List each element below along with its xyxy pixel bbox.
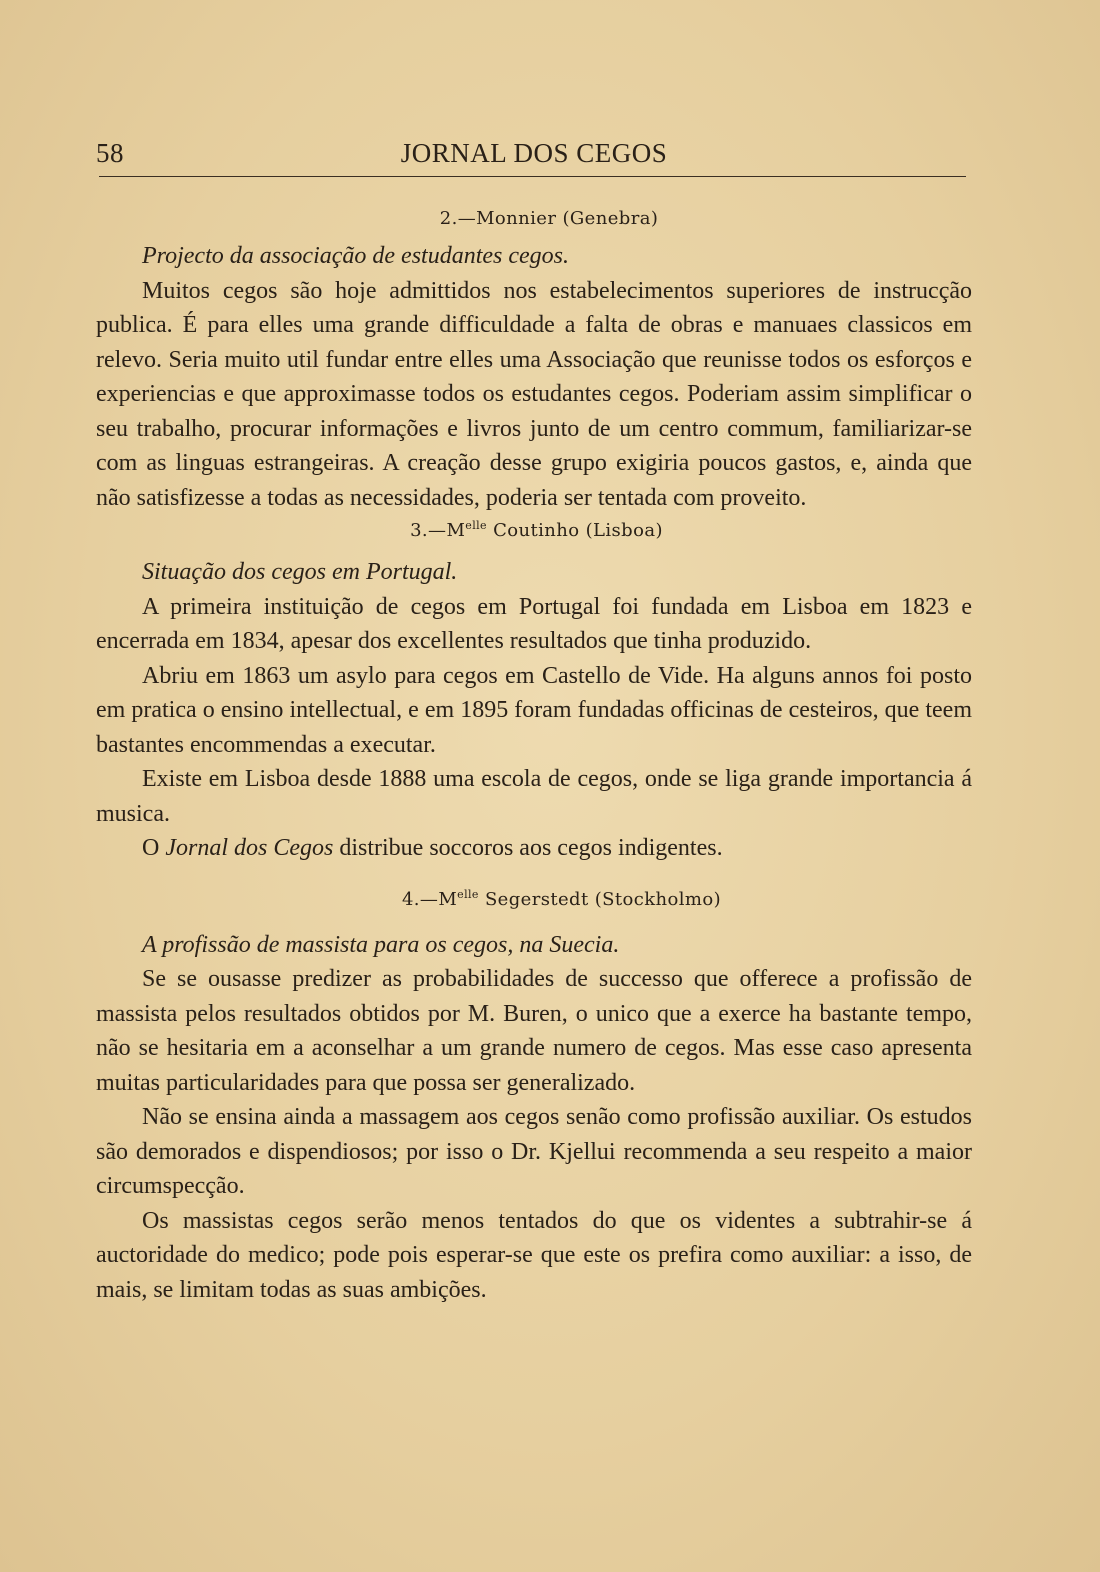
header-rule [99, 176, 966, 177]
section-4-heading [151, 884, 972, 916]
page-number: 58 [96, 138, 124, 168]
section-3-paragraph-4-suffix: distribue soccoros aos cegos indigentes. [333, 835, 723, 861]
section-3-heading-number: 3.—M [410, 520, 466, 541]
section-4-paragraph-3: Os massistas cegos serão menos tentados do que os videntes a subtrahir-se á auctoridade do medico; pode pois esperar-se que este os prefira como auxiliar: a isso, de mais, se limitam todas as suas ambições. [96, 1207, 972, 1303]
section-3-subtitle: Situação dos cegos em Portugal. [142, 559, 458, 585]
section-4-paragraph-1: Se se ousasse predizer as probabilidades de successo que offerece a profissão de massista pelos resultados obtidos por M. Buren, o unico que a exerce ha bastante tempo, não se hesitaria em a aconselhar a um grande numero de cegos. Mas esse caso apresenta muitas particularidades para que possa ser generalizado. [96, 966, 972, 1096]
section-4-heading-name: Segerstedt (Stockholmo) [478, 888, 722, 910]
journal-name-italic: Jornal dos Cegos [165, 835, 334, 861]
section-2-heading: 2.—Monnier (Genebra) [439, 208, 659, 229]
page-body [96, 130, 972, 1307]
section-4-paragraph-2: Não se ensina ainda a massagem aos cegos senão como profissão auxiliar. Os estudos são demorados e dispendiosos; por isso o Dr. Kjellui recommenda a seu respeito a maior circumspecção. [96, 1104, 972, 1199]
running-head [96, 130, 972, 176]
journal-title: JORNAL DOS CEGOS [400, 138, 668, 168]
section-4-subtitle: A profissão de massista para os cegos, na Suecia. [142, 931, 620, 958]
section-2-subtitle: Projecto da associação de estudantes cegos. [142, 243, 570, 269]
section-3-paragraph-4 [96, 831, 972, 866]
section-3-paragraph-2: Abriu em 1863 um asylo para cegos em Castello de Vide. Ha alguns annos foi posto em pratica o ensino intellectual, e em 1895 foram fundadas officinas de cesteiros, que teem bastantes encommendas a executar. [96, 662, 972, 758]
section-3-heading-sup: elle [465, 519, 487, 532]
section-3-paragraph-1: A primeira instituição de cegos em Portugal foi fundada em Lisboa em 1823 e encerrada em 1834, apesar dos excellentes resultados que tinha produzido. [96, 593, 972, 654]
section-3-paragraph-4-prefix: O [142, 835, 166, 861]
section-4-heading-number: 4.—M [401, 888, 458, 910]
section-2-paragraph-1: Muitos cegos são hoje admittidos nos estabelecimentos superiores de instrucção publica. É para elles uma grande difficuldade a falta de obras e manuaes classicos em relevo. Seria muito util fundar entre elles uma Associação que reunisse todos os esforços e experiencias e que approximasse todos os estudantes cegos. Poderiam assim simplificar o seu trabalho, procurar informações e livros junto de um centro commum, familiarizar-se com as linguas estrangeiras. A creação desse grupo exigiria poucos gastos, e, ainda que não satisfizesse a todas as necessidades, poderia ser tentada com proveito. [96, 277, 972, 511]
section-3-heading [101, 515, 972, 547]
section-3-heading-name: Coutinho (Lisboa) [486, 520, 663, 541]
section-4-heading-sup: elle [457, 887, 479, 901]
section-3-paragraph-3: Existe em Lisboa desde 1888 uma escola de cegos, onde se liga grande importancia á musica. [96, 766, 972, 827]
